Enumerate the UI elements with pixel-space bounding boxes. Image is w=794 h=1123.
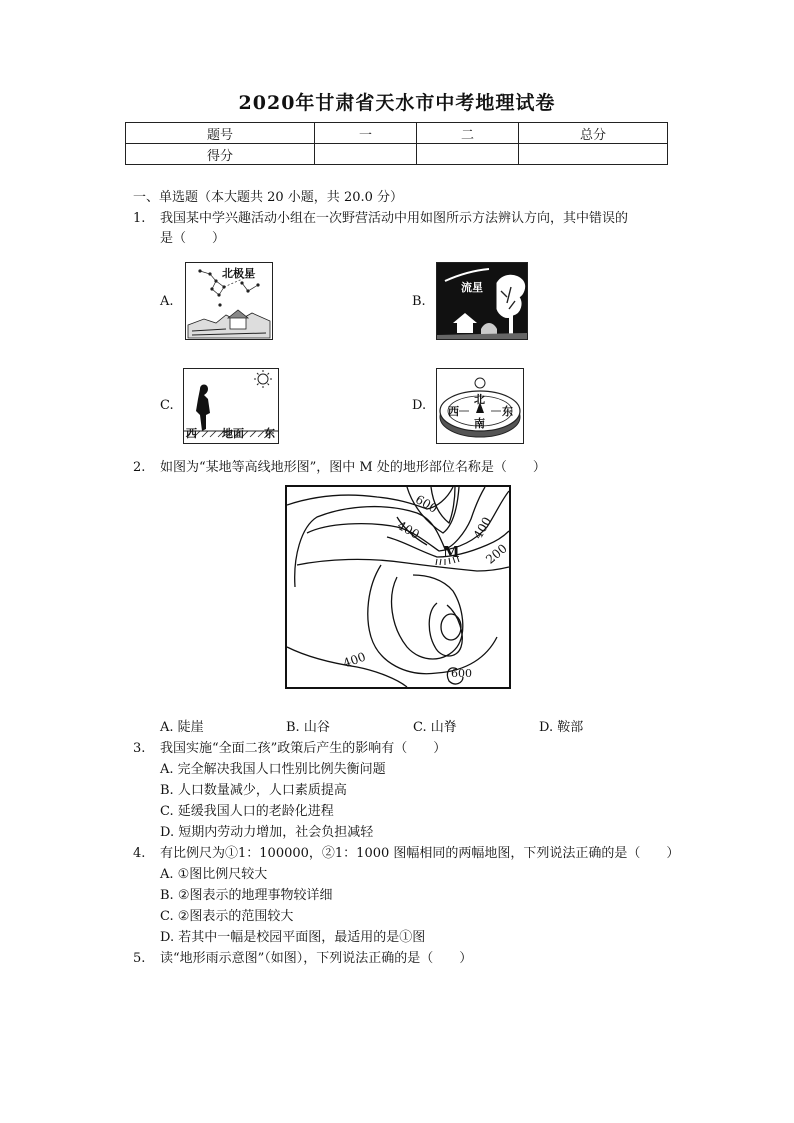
- image-label: 流星: [461, 281, 483, 294]
- option-c-image: [183, 368, 279, 444]
- contour-label: 200: [483, 541, 510, 567]
- map-point-m: M: [443, 543, 460, 561]
- option-a[interactable]: A. 陡崖: [160, 720, 204, 735]
- question-text: 有比例尺为①1：100000，②1：1000 图幅相同的两幅地图，下列说法正确的是（ ）: [160, 846, 680, 861]
- question-number: 5.: [133, 951, 146, 966]
- score-cell[interactable]: [417, 144, 519, 165]
- option-label[interactable]: C.: [160, 398, 174, 413]
- question-text: 是（ ）: [160, 231, 226, 246]
- contour-label: 400: [470, 514, 495, 542]
- question-text: 我国某中学兴趣活动小组在一次野营活动中用如图所示方法辨认方向，其中错误的: [160, 211, 629, 226]
- option-b[interactable]: B. 山谷: [286, 720, 330, 735]
- question-number: 2.: [133, 460, 146, 475]
- score-cell[interactable]: [519, 144, 668, 165]
- compass-west-label: 西: [448, 405, 459, 418]
- page-title: 2020年甘肃省天水市中考地理试卷: [238, 92, 556, 114]
- image-label: 北极星: [222, 267, 255, 280]
- question-text: 我国实施“全面二孩”政策后产生的影响有（ ）: [160, 741, 447, 756]
- ground-label: 地面: [222, 427, 244, 440]
- direction-label-east: 东: [264, 427, 275, 440]
- question-text: 如图为“某地等高线地形图”，图中 M 处的地形部位名称是（ ）: [160, 460, 546, 475]
- option-c[interactable]: C. 延缓我国人口的老龄化进程: [160, 804, 334, 819]
- contour-map: [285, 485, 511, 689]
- option-d-image: [436, 368, 524, 444]
- direction-label-west: 西: [186, 427, 197, 440]
- option-d[interactable]: D. 鞍部: [539, 720, 584, 735]
- question-number: 1.: [133, 211, 146, 226]
- contour-label: 600: [413, 492, 440, 516]
- option-b-image: [436, 262, 528, 340]
- question-number: 3.: [133, 741, 146, 756]
- section-heading: 一、单选题（本大题共 20 小题，共 20.0 分）: [133, 190, 404, 205]
- contour-label: 400: [395, 518, 422, 542]
- option-a-image: [185, 262, 273, 340]
- compass-south-label: 南: [474, 417, 485, 430]
- score-table-score-row: [126, 144, 668, 165]
- option-b[interactable]: B. 人口数量减少，人口素质提高: [160, 783, 347, 798]
- compass-east-label: 东: [502, 405, 513, 418]
- question-text: 读“地形雨示意图”（如图），下列说法正确的是（ ）: [160, 951, 473, 966]
- option-c[interactable]: C. ②图表示的范围较大: [160, 909, 294, 924]
- score-row-label: 得分: [126, 144, 315, 165]
- option-label[interactable]: A.: [160, 294, 174, 309]
- compass-north-label: 北: [474, 393, 485, 406]
- meteor-illustration: [437, 263, 527, 339]
- contour-label: 400: [341, 649, 368, 671]
- score-table: [125, 122, 668, 165]
- score-header-cell: 总分: [519, 123, 668, 144]
- option-label[interactable]: B.: [412, 294, 426, 309]
- option-d[interactable]: D. 短期内劳动力增加，社会负担减轻: [160, 825, 374, 840]
- option-a[interactable]: A. ①图比例尺较大: [160, 867, 268, 882]
- score-cell[interactable]: [315, 144, 417, 165]
- contour-lines: [287, 487, 509, 687]
- contour-label: 600: [451, 667, 472, 680]
- option-label[interactable]: D.: [412, 398, 427, 413]
- question-number: 4.: [133, 846, 146, 861]
- option-a[interactable]: A. 完全解决我国人口性别比例失衡问题: [160, 762, 386, 777]
- score-header-cell: 二: [417, 123, 519, 144]
- option-c[interactable]: C. 山脊: [413, 720, 457, 735]
- option-d[interactable]: D. 若其中一幅是校园平面图，最适用的是①图: [160, 930, 426, 945]
- score-table-header-row: [126, 123, 668, 144]
- option-b[interactable]: B. ②图表示的地理事物较详细: [160, 888, 333, 903]
- score-header-cell: 题号: [126, 123, 315, 144]
- score-header-cell: 一: [315, 123, 417, 144]
